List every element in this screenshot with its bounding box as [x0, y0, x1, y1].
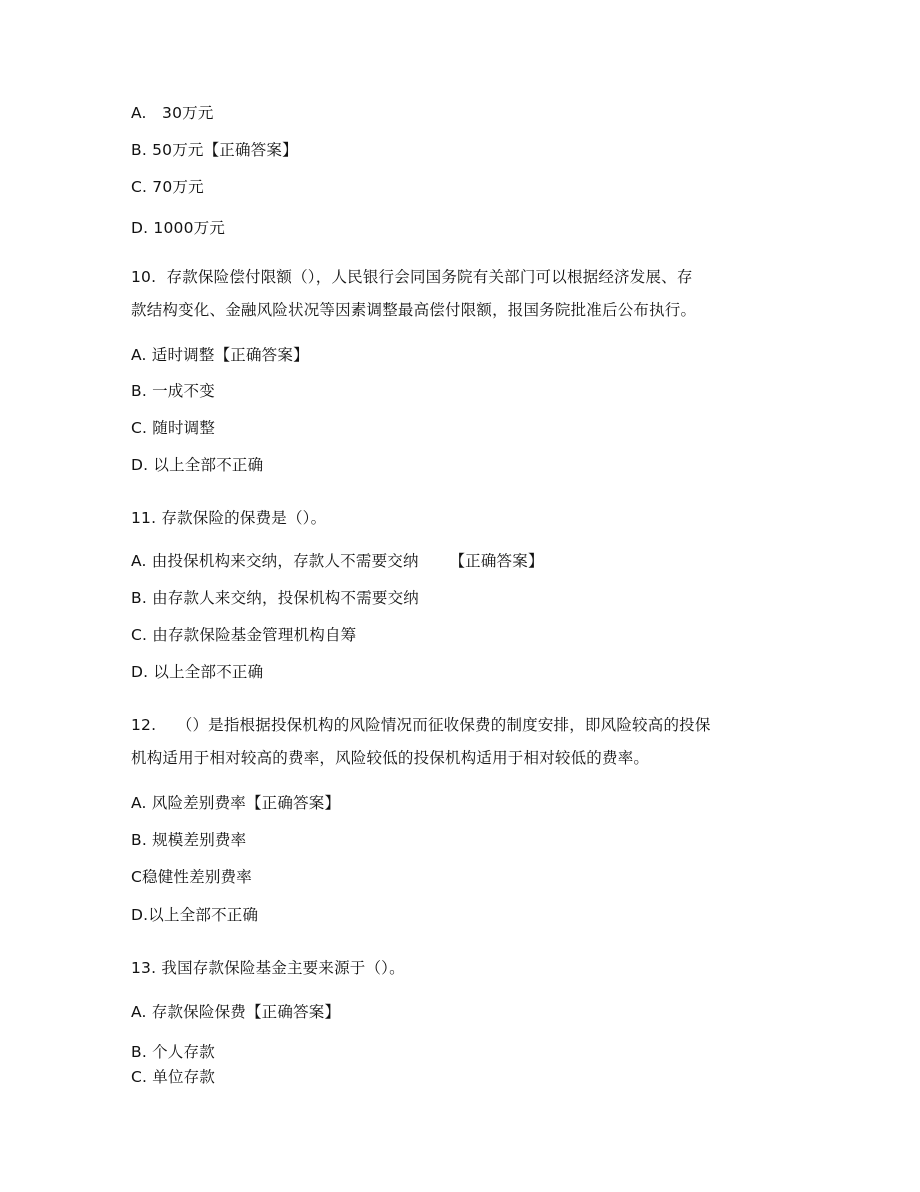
q12-option-b: B. 规模差别费率	[131, 831, 247, 849]
q11-stem: 11. 存款保险的保费是（）。	[131, 509, 327, 527]
q9-option-c: C. 70万元	[131, 178, 204, 196]
q12-option-d: D.以上全部不正确	[131, 906, 259, 924]
q10-option-d: D. 以上全部不正确	[131, 456, 264, 474]
q12-stem-line-1: 12. （）是指根据投保机构的风险情况而征收保费的制度安排，即风险较高的投保	[131, 716, 711, 734]
q13-stem: 13. 我国存款保险基金主要来源于（）。	[131, 959, 405, 977]
q13-option-a: A. 存款保险保费【正确答案】	[131, 1003, 341, 1021]
q11-option-b: B. 由存款人来交纳，投保机构不需要交纳	[131, 589, 419, 607]
q11-option-a: A. 由投保机构来交纳，存款人不需要交纳 【正确答案】	[131, 552, 544, 570]
q10-stem-line-1: 10. 存款保险偿付限额（），人民银行会同国务院有关部门可以根据经济发展、存	[131, 268, 693, 286]
q11-option-d: D. 以上全部不正确	[131, 663, 264, 681]
q10-option-a: A. 适时调整【正确答案】	[131, 346, 309, 364]
q9-option-d: D. 1000万元	[131, 219, 226, 237]
q10-option-c: C. 随时调整	[131, 419, 216, 437]
q12-option-a: A. 风险差别费率【正确答案】	[131, 794, 341, 812]
q10-option-b: B. 一成不变	[131, 382, 215, 400]
q13-option-c: C. 单位存款	[131, 1068, 216, 1086]
q10-stem-line-2: 款结构变化、金融风险状况等因素调整最高偿付限额，报国务院批准后公布执行。	[131, 301, 697, 319]
q9-option-b: B. 50万元【正确答案】	[131, 141, 298, 159]
q11-option-c: C. 由存款保险基金管理机构自筹	[131, 626, 357, 644]
q9-option-a: A. 30万元	[131, 104, 214, 122]
q13-option-b: B. 个人存款	[131, 1043, 215, 1061]
q12-stem-line-2: 机构适用于相对较高的费率，风险较低的投保机构适用于相对较低的费率。	[131, 749, 650, 767]
q12-option-c: C稳健性差别费率	[131, 868, 252, 886]
